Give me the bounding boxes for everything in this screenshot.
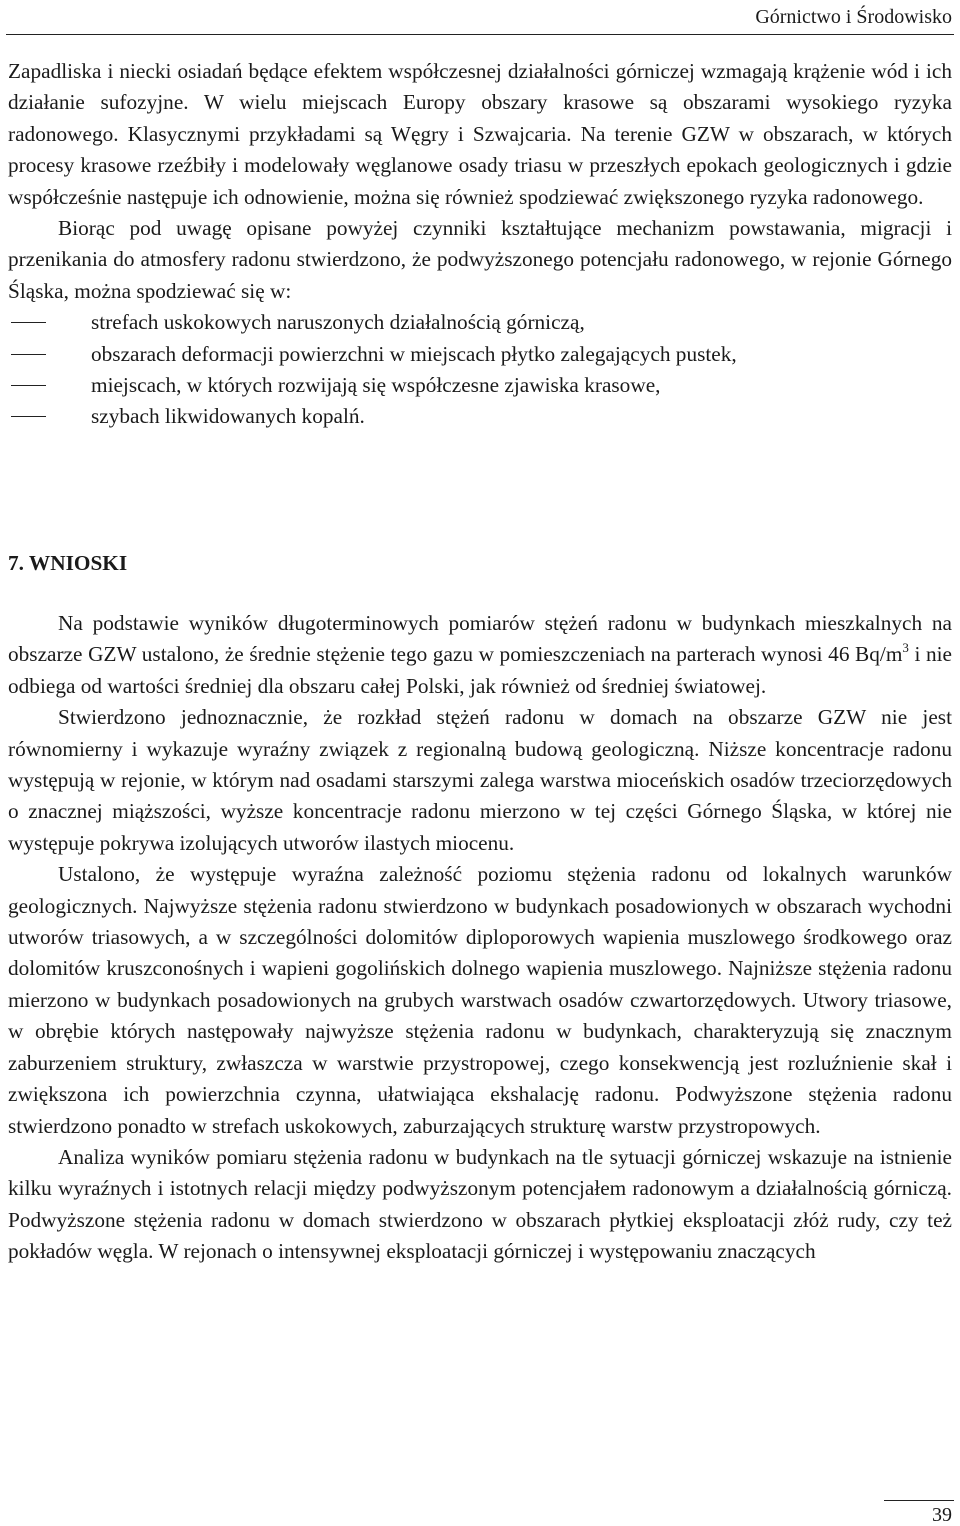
running-header: Górnictwo i Środowisko [755, 6, 952, 28]
list-item: miejscach, w których rozwijają się współczesne zjawiska krasowe, [8, 370, 952, 401]
superscript: 3 [902, 640, 909, 656]
conclusion-paragraph: Stwierdzono jednoznacznie, że rozkład stężeń radonu w domach na obszarze GZW nie jest równomierny i wykazuje wyraźny związek z regionalną budową geologiczną. Niższe koncentracje radonu występują w rejonie, w którym nad osadami starszymi zalega warstwa mioceńskich osadów trzeciorzędowych o znacznej miąższości, wyższe koncentracje radonu mierzono w tej części Górnego Śląska, w której nie występuje pokrywa izolujących utworów ilastych miocenu. [8, 705, 952, 855]
intro-text [8, 56, 952, 433]
list-item: strefach uskokowych naruszonych działalnością górniczą, [8, 307, 952, 338]
conclusion-paragraph: Na podstawie wyników długoterminowych pomiarów stężeń radonu w budynkach mieszkalnych na obszarze GZW ustalono, że średnie stężenie tego gazu w pomieszczeniach na parterach wynosi 46 $Bq/m^3$ i nie odbiega od wartości średniej dla obszaru całej Polski, jak również od średniej światowej. [8, 611, 952, 698]
dash-icon [11, 385, 46, 386]
header-divider [6, 34, 954, 35]
dash-icon [11, 322, 46, 323]
dash-icon [11, 416, 46, 417]
page-number: 39 [932, 1504, 952, 1526]
list-item: obszarach deformacji powierzchni w miejscach płytko zalegających pustek, [8, 339, 952, 370]
conclusion-paragraph: Ustalono, że występuje wyraźna zależność poziomu stężenia radonu od lokalnych warunków geologicznych. Najwyższe stężenia radonu stwierdzono w budynkach posadowionych w obszarach wychodni utworów triasowych, a w szczególności dolomitów diploporowych wapienia muszlowego środkowego oraz dolomitów kruszconośnych i wapieni gogolińskich dolnego wapienia muszlowego. Najniższe stężenia radonu mierzono w budynkach posadowionych na grubych warstwach osadów czwartorzędowych. Utwory triasowe, w obrębie których następowały najwyższe stężenia radonu w budynkach, charakteryzują się znacznym zaburzeniem struktury, zwłaszcza w warstwie przystropowej, czego konsekwencją jest rozluźnienie skał i zwiększona ich powierzchnia czynna, ułatwiająca ekshalację radonu. Podwyższone stężenia radonu stwierdzono ponadto w strefach uskokowych, zaburzających strukturę warstw przystropowych. [8, 862, 952, 1138]
bullet-list [8, 307, 952, 433]
intro-paragraph: Biorąc pod uwagę opisane powyżej czynniki kształtujące mechanizm powstawania, migracji i przenikania do atmosfery radonu stwierdzono, że podwyższonego potencjału radonowego, w rejonie Górnego Śląska, można spodziewać się w: [8, 216, 952, 303]
conclusion-paragraph: Analiza wyników pomiaru stężenia radonu w budynkach na tle sytuacji górniczej wskazuje na istnienie kilku wyraźnych i istotnych relacji między podwyższonym potencjałem radonowym a działalnością górniczą. Podwyższone stężenia radonu w domach stwierdzono w obszarach płytkiej eksploatacji złóż rudy, czy też pokładów węgla. W rejonach o intensywnej eksploatacji górniczej i występowaniu znaczących [8, 1144, 952, 1264]
dash-icon [11, 354, 46, 355]
section-heading: 7. WNIOSKI [8, 551, 128, 575]
footer-divider [884, 1500, 954, 1501]
intro-paragraph: Zapadliska i niecki osiadań będące efektem współczesnej działalności górniczej wzmagają krążenie wód i ich działanie sufozyjne. W wielu miejscach Europy obszary krasowe są obszarami wysokiego ryzyka radonowego. Klasycznymi przykładami są Węgry i Szwajcaria. Na terenie GZW w obszarach, w których procesy krasowe rzeźbiły i modelowały węglanowe osady triasu w przeszłych epokach geologicznych i gdzie współcześnie następuje ich odnowienie, można się również spodziewać zwiększonego ryzyka radonowego. [8, 59, 952, 209]
conclusions-text [8, 608, 952, 1268]
list-item: szybach likwidowanych kopalń. [8, 401, 952, 432]
